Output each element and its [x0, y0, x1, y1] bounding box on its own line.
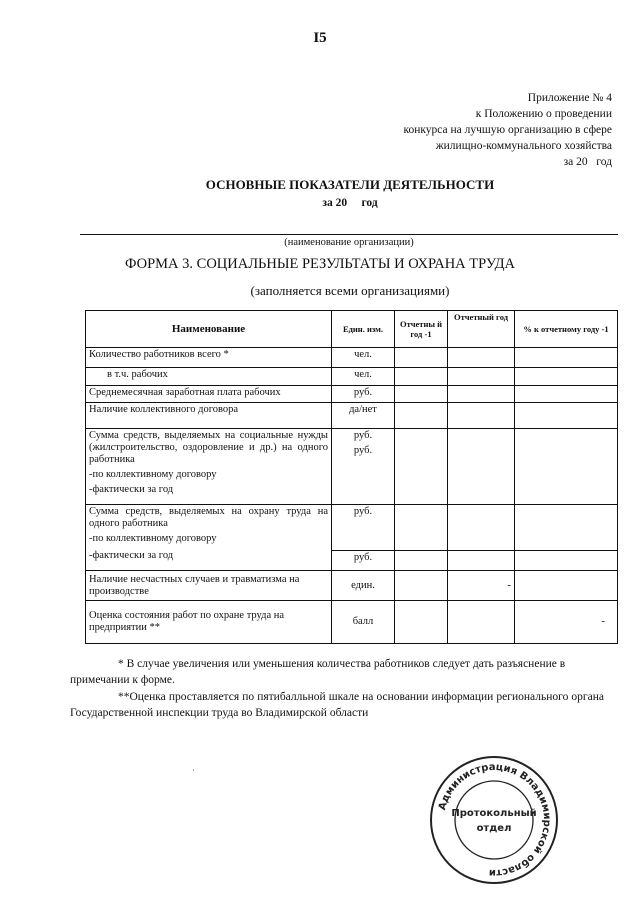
- value-cell: [395, 571, 448, 601]
- stamp-ring-text: Администрация Владимирской области: [437, 761, 553, 879]
- unit-cell: да/нет: [332, 403, 395, 429]
- row-social-actual-label: -фактически за год: [89, 484, 174, 495]
- unit-cell: руб.: [332, 386, 395, 403]
- indicators-table: [85, 310, 618, 644]
- row-assessment: Оценка состояния работ по охране труда на предприятии **: [86, 601, 332, 644]
- unit-safety-contract: руб.: [332, 505, 395, 551]
- value-cell: [448, 429, 515, 505]
- value-cell: [395, 551, 448, 571]
- value-cell: [448, 386, 515, 403]
- unit-cell: [332, 429, 395, 505]
- header-prev-year: Отчетны й год -1: [395, 311, 448, 348]
- unit-cell: балл: [332, 601, 395, 644]
- table-row: [86, 601, 618, 644]
- header-percent: % к отчетному году -1: [515, 311, 618, 348]
- appendix-note: [312, 90, 612, 170]
- row-workers-sub-label: в т.ч. рабочих: [107, 369, 168, 380]
- appendix-line: жилищно-коммунального хозяйства: [435, 140, 612, 152]
- value-cell: [448, 551, 515, 571]
- row-social-funds: [86, 429, 332, 505]
- row-workers-total: Количество работников всего *: [86, 348, 332, 368]
- value-cell: [515, 368, 618, 386]
- value-cell: [395, 403, 448, 429]
- unit-social-actual: руб.: [353, 445, 373, 456]
- stamp-outer-ring: [431, 757, 557, 883]
- table-row: [86, 386, 618, 403]
- value-cell: [448, 505, 515, 551]
- row-avg-wage: Среднемесячная заработная плата рабочих: [86, 386, 332, 403]
- value-cell: [395, 348, 448, 368]
- form-subtitle: (заполняется всеми организациями): [250, 283, 450, 298]
- table-row: [86, 571, 618, 601]
- value-cell: [515, 505, 618, 551]
- year-line: за 20 год: [322, 197, 378, 209]
- stamp-inner-ring: [455, 781, 533, 859]
- value-cell: [515, 571, 618, 601]
- row-safety-funds: [86, 505, 332, 571]
- accidents-mark: -: [507, 579, 511, 591]
- value-cell: [395, 429, 448, 505]
- unit-cell: чел.: [332, 368, 395, 386]
- organization-name-line: [80, 234, 618, 235]
- value-cell: [448, 571, 515, 601]
- form-title: ФОРМА 3. СОЦИАЛЬНЫЕ РЕЗУЛЬТАТЫ И ОХРАНА ТРУДА: [124, 256, 515, 272]
- appendix-line: за 20 год: [563, 156, 612, 168]
- row-workers-sub: [86, 368, 332, 386]
- assessment-mark: -: [601, 616, 605, 627]
- unit-cell: чел.: [332, 348, 395, 368]
- row-social-funds-label: Сумма средств, выделяемых на социальные нужды (жилстроительство, оздоровление и др.) на одного работника: [89, 430, 328, 465]
- value-cell: [515, 403, 618, 429]
- unit-cell: един.: [332, 571, 395, 601]
- value-cell: [515, 429, 618, 505]
- stamp-center-top: Протокольный: [451, 808, 537, 819]
- appendix-line: к Положению о проведении: [475, 108, 612, 120]
- value-cell: [448, 368, 515, 386]
- value-cell: [515, 601, 618, 644]
- page-number: I5: [313, 30, 327, 46]
- value-cell: [395, 386, 448, 403]
- footnote-assessment: **Оценка проставляется по пятибалльной шкале на основании информации регионального органа Государственной инспекции труда во Владимирской области: [70, 691, 604, 719]
- row-agreement: Наличие коллективного договора: [86, 403, 332, 429]
- header-unit: Един. изм.: [332, 311, 395, 348]
- appendix-line: Приложение № 4: [527, 92, 612, 104]
- header-name: Наименование: [86, 311, 332, 348]
- row-safety-funds-label: Сумма средств, выделяемых на охрану труда на одного работника: [89, 506, 328, 529]
- value-cell: [395, 368, 448, 386]
- value-cell: [515, 348, 618, 368]
- header-report-year: Отчетный год: [448, 311, 515, 348]
- unit-safety-actual: руб.: [332, 551, 395, 571]
- appendix-line: конкурса на лучшую организацию в сфере: [403, 124, 612, 136]
- unit-social-contract: руб.: [353, 430, 373, 441]
- stamp-center-bottom: отдел: [476, 823, 512, 834]
- value-cell: [515, 551, 618, 571]
- row-social-contract-label: -по коллективному договору: [89, 469, 217, 480]
- row-accidents: Наличие несчастных случаев и травматизма на производстве: [86, 571, 332, 601]
- value-cell: [448, 348, 515, 368]
- row-safety-actual-label: -фактически за год: [89, 550, 174, 561]
- value-cell: [448, 601, 515, 644]
- table-row: [86, 429, 618, 505]
- table-row: [86, 348, 618, 368]
- value-cell: [448, 403, 515, 429]
- table-row: [86, 505, 618, 551]
- value-cell: [395, 601, 448, 644]
- table-row: [86, 403, 618, 429]
- table-row: [86, 368, 618, 386]
- value-cell: [395, 505, 448, 551]
- official-stamp: [428, 754, 560, 886]
- row-safety-contract-label: -по коллективному договору: [89, 533, 217, 544]
- document-title: ОСНОВНЫЕ ПОКАЗАТЕЛИ ДЕЯТЕЛЬНОСТИ: [205, 177, 495, 192]
- table-header-row: [86, 311, 618, 348]
- footnote-workers: * В случае увеличения или уменьшения количества работников следует дать разъяснение в примечании к форме.: [70, 658, 566, 686]
- value-cell: [515, 386, 618, 403]
- organization-name-label: (наименование организации): [284, 237, 414, 248]
- scan-dot: ·: [192, 766, 195, 775]
